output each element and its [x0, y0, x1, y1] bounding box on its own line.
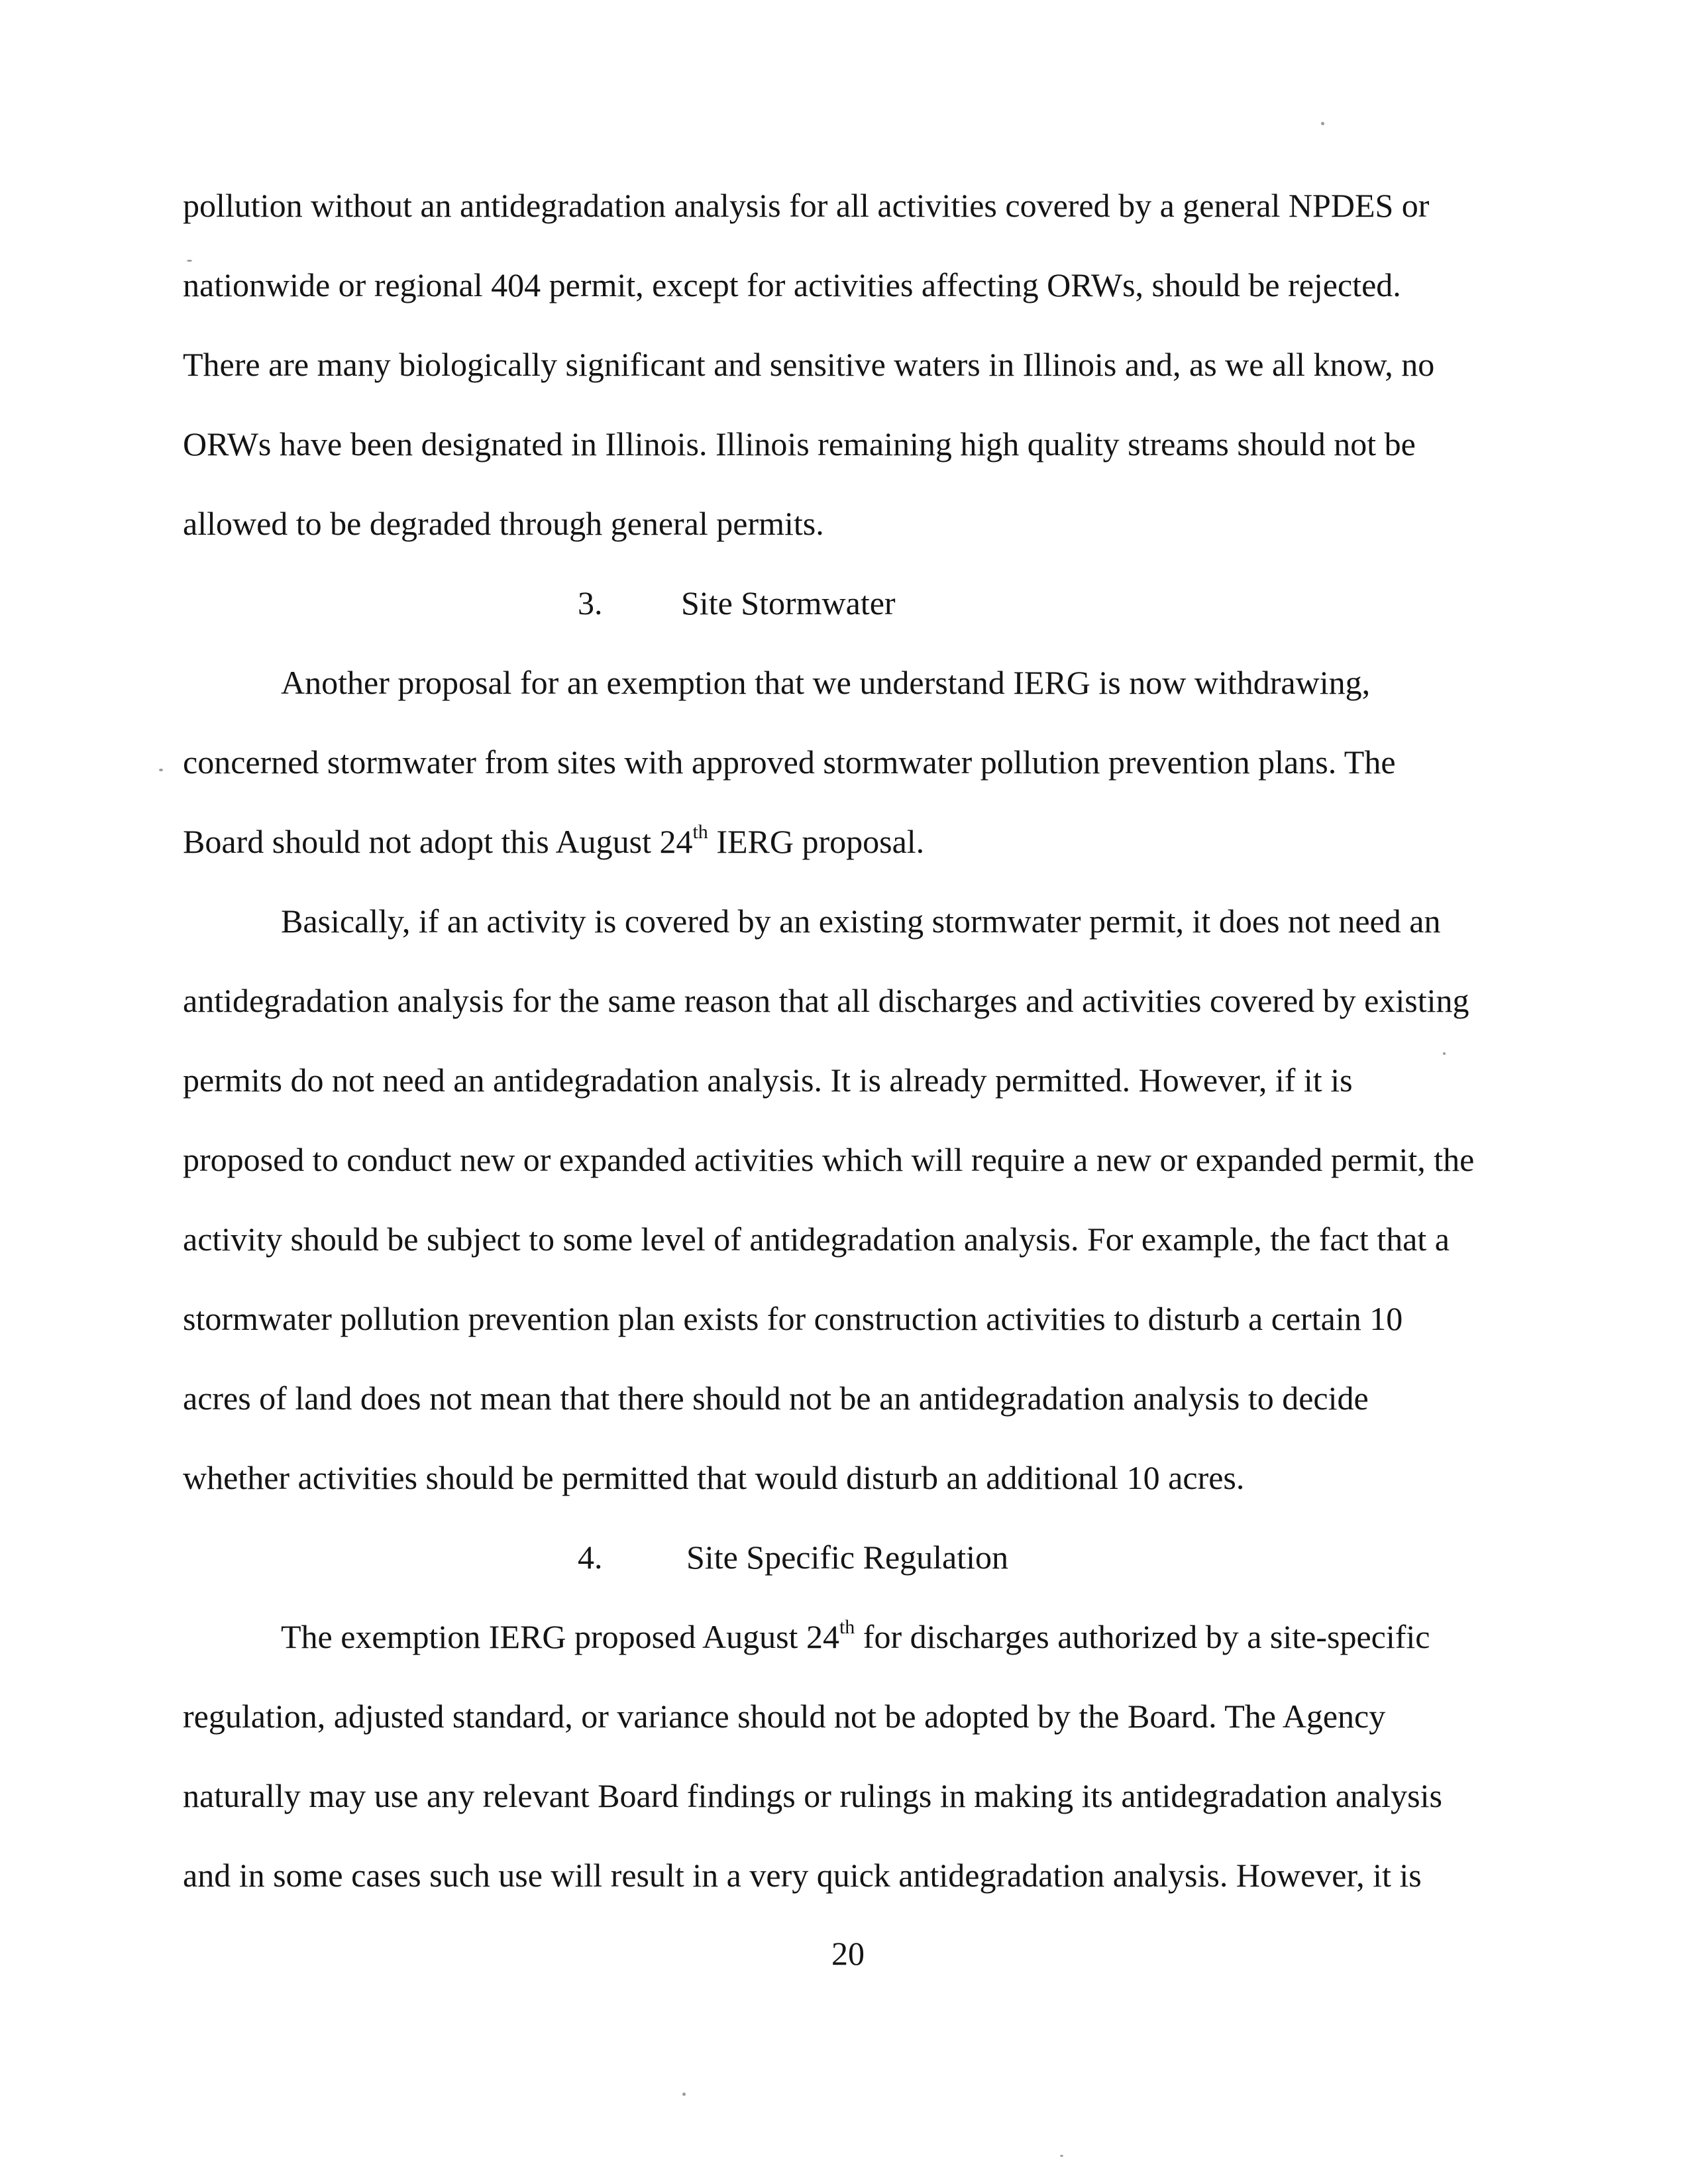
- body-text-line: stormwater pollution prevention plan exists for construction activities to disturb a certain 10: [183, 1300, 1403, 1337]
- body-text-line: naturally may use any relevant Board findings or rulings in making its antidegradation analysis: [183, 1777, 1442, 1814]
- body-text-line: Basically, if an activity is covered by an existing stormwater permit, it does not need an: [281, 902, 1441, 940]
- scan-speck: [159, 769, 163, 771]
- text-span: The exemption IERG proposed August 24: [281, 1618, 839, 1655]
- body-text-line: concerned stormwater from sites with approved stormwater pollution prevention plans. The: [183, 743, 1396, 781]
- scan-speck: [187, 260, 192, 262]
- ordinal-superscript: th: [692, 821, 708, 843]
- body-text-line: regulation, adjusted standard, or variance should not be adopted by the Board. The Agency: [183, 1698, 1386, 1735]
- scan-speck: [1060, 2155, 1063, 2157]
- page-number: 20: [831, 1935, 865, 1972]
- body-text-line: acres of land does not mean that there should not be an antidegradation analysis to decide: [183, 1380, 1369, 1417]
- body-text-line: antidegradation analysis for the same reason that all discharges and activities covered by existing: [183, 982, 1469, 1019]
- text-span: for discharges authorized by a site-specific: [855, 1618, 1430, 1655]
- body-text-line: ORWs have been designated in Illinois. Illinois remaining high quality streams should not be: [183, 425, 1416, 463]
- body-text-line: allowed to be degraded through general permits.: [183, 505, 824, 542]
- body-text-line: [281, 1617, 1430, 1657]
- section-number: 4.: [578, 1539, 603, 1576]
- section-title: Site Specific Regulation: [686, 1539, 1009, 1576]
- body-text-line: nationwide or regional 404 permit, except for activities affecting ORWs, should be rejected.: [183, 266, 1401, 303]
- body-text-line: [183, 822, 924, 861]
- body-text-line: permits do not need an antidegradation analysis. It is already permitted. However, if it is: [183, 1062, 1353, 1099]
- body-text-line: whether activities should be permitted that would disturb an additional 10 acres.: [183, 1459, 1245, 1496]
- text-span: IERG proposal.: [708, 823, 925, 860]
- body-text-line: activity should be subject to some level of antidegradation analysis. For example, the fact that a: [183, 1221, 1450, 1258]
- body-text-line: proposed to conduct new or expanded activities which will require a new or expanded permit, the: [183, 1141, 1475, 1178]
- body-text-line: and in some cases such use will result in a very quick antidegradation analysis. However, it is: [183, 1857, 1422, 1894]
- ordinal-superscript: th: [839, 1616, 855, 1638]
- scan-speck: [1443, 1052, 1446, 1055]
- body-text-line: pollution without an antidegradation analysis for all activities covered by a general NPDES or: [183, 187, 1430, 224]
- scan-speck: [1321, 122, 1324, 125]
- section-heading: [578, 583, 975, 623]
- section-heading: [578, 1537, 1108, 1577]
- body-text-line: Another proposal for an exemption that we understand IERG is now withdrawing,: [281, 664, 1371, 701]
- section-title: Site Stormwater: [681, 584, 896, 622]
- text-span: Board should not adopt this August 24: [183, 823, 693, 860]
- section-number: 3.: [578, 584, 603, 622]
- body-text-line: There are many biologically significant and sensitive waters in Illinois and, as we all know, no: [183, 346, 1435, 383]
- scan-speck: [682, 2093, 686, 2096]
